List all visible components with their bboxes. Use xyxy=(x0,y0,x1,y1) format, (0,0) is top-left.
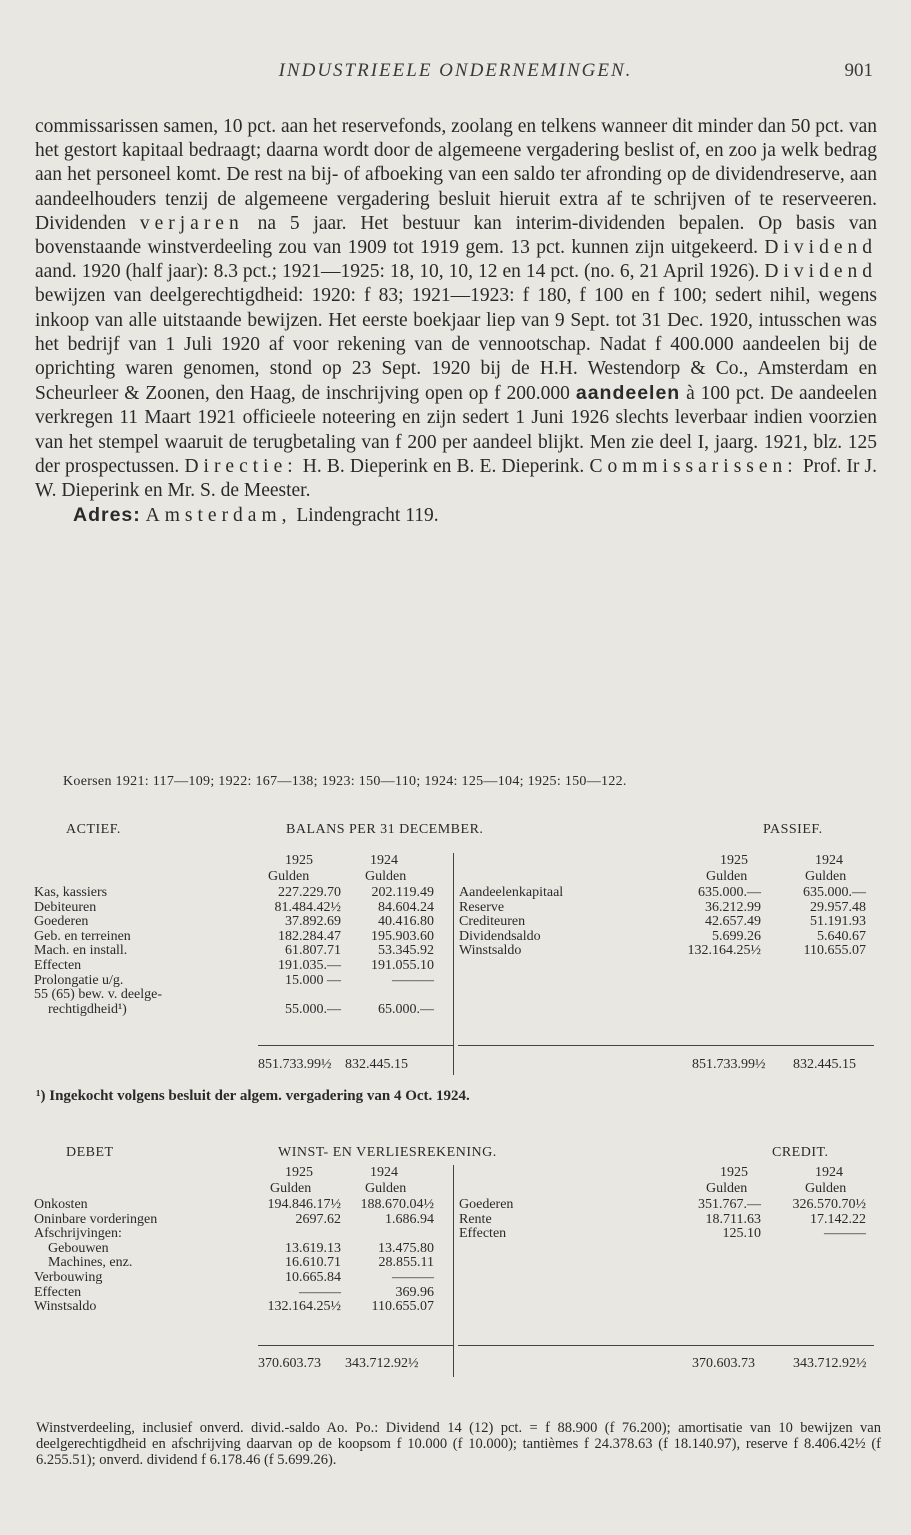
balans-right-year-1925: 1925 xyxy=(720,853,748,868)
actief-value-1925: 61.807.71 xyxy=(285,943,341,959)
winstverdeeling-text: Winstverdeeling, inclusief onverd. divid.-saldo Ao. Po.: Dividend 14 (12) pct. = f 88.900 (f 76.200); amortisatie van 10 bewijzen van deelgerechtigdheid en afschrijving daarvan op de koopsom f 10.000 (f 10.000); tantièmes f 24.378.63 (f 18.140.97), reserve f 8.406.42½ (f 6.255.51); onverd. dividend f 6.178.46 (f 5.699.26). xyxy=(36,1420,881,1468)
balans-right-unit-1925: Gulden xyxy=(706,869,748,884)
actief-label: Prolongatie u/g. xyxy=(34,972,124,988)
balans-left-year-1924: 1924 xyxy=(370,853,398,868)
actief-row xyxy=(34,915,444,930)
debet-row xyxy=(34,1286,444,1301)
debet-row xyxy=(34,1198,444,1213)
passief-label: Reserve xyxy=(459,899,505,915)
wv-left-unit-1925: Gulden xyxy=(270,1181,312,1196)
actief-value-1924: 195.903.60 xyxy=(371,928,434,944)
debet-row xyxy=(34,1300,444,1315)
passief-label: Dividendsaldo xyxy=(459,928,541,944)
credit-value-1925: 125.10 xyxy=(722,1226,761,1242)
passief-value-1924: 5.640.67 xyxy=(817,928,866,944)
passief-value-1924: 635.000.— xyxy=(803,885,866,900)
credit-row xyxy=(459,1227,874,1242)
actief-row xyxy=(34,944,444,959)
body-text-5: à 100 pct. De aandeelen verkregen 11 Maart 1921 officieele noteering en zijn sedert 1 Juni 1926 slechts leverbaar indien voorzien van het stempel waaruit de terugbetaling van f 200 per aandeel blijkt. Men zie deel I, jaarg. 1921, blz. 125 der prospectussen. xyxy=(35,383,877,477)
passief-value-1924: 29.957.48 xyxy=(810,899,866,915)
actief-total-1925: 851.733.99½ xyxy=(258,1057,332,1072)
debet-label: Winstsaldo xyxy=(34,1299,97,1315)
wv-right-year-1924: 1924 xyxy=(815,1165,843,1180)
actief-table xyxy=(34,886,444,1017)
balans-title: BALANS PER 31 DECEMBER. xyxy=(286,822,484,837)
debet-row xyxy=(34,1242,444,1257)
wv-title: WINST- EN VERLIESREKENING. xyxy=(278,1145,497,1160)
actief-value-1924: 53.345.92 xyxy=(378,943,434,959)
passief-row xyxy=(459,930,874,945)
actief-label: 55 (65) bew. v. deelge- xyxy=(34,987,163,1003)
passief-label: Crediteuren xyxy=(459,914,526,930)
debet-total-rule xyxy=(258,1345,454,1346)
credit-label: Rente xyxy=(459,1211,492,1227)
actief-row xyxy=(34,901,444,916)
wv-left-year-1925: 1925 xyxy=(285,1165,313,1180)
debet-value-1925: 2697.62 xyxy=(295,1211,341,1227)
actief-title: ACTIEF. xyxy=(66,822,121,837)
debet-label: Afschrijvingen: xyxy=(34,1226,122,1242)
passief-value-1924: 51.191.93 xyxy=(810,914,866,930)
actief-label: Mach. en install. xyxy=(34,943,128,959)
passief-total-rule xyxy=(458,1045,874,1046)
credit-label: Goederen xyxy=(459,1197,514,1212)
actief-row xyxy=(34,959,444,974)
debet-value-1925: 10.665.84 xyxy=(285,1269,341,1285)
credit-title: CREDIT. xyxy=(772,1145,829,1160)
actief-row xyxy=(34,974,444,989)
actief-label: rechtigdheid¹) xyxy=(48,1001,127,1017)
credit-label: Effecten xyxy=(459,1226,507,1242)
passief-value-1925: 635.000.— xyxy=(698,885,761,900)
credit-value-1924: 17.142.22 xyxy=(810,1211,866,1227)
actief-value-1925: 15.000 — xyxy=(285,972,341,988)
actief-row xyxy=(34,988,444,1003)
balans-footnote: ¹) Ingekocht volgens besluit der algem. vergadering van 4 Oct. 1924. xyxy=(36,1088,470,1104)
credit-row xyxy=(459,1213,874,1228)
passief-row xyxy=(459,944,874,959)
credit-row xyxy=(459,1198,874,1213)
wv-left-year-1924: 1924 xyxy=(370,1165,398,1180)
debet-total-1924: 343.712.92½ xyxy=(345,1356,419,1371)
balans-left-year-1925: 1925 xyxy=(285,853,313,868)
debet-total-1925: 370.603.73 xyxy=(258,1356,321,1371)
passief-value-1925: 132.164.25½ xyxy=(687,943,761,959)
debet-row xyxy=(34,1213,444,1228)
passief-label: Winstsaldo xyxy=(459,943,522,959)
debet-label: Verbouwing xyxy=(34,1269,103,1285)
adres-street: Lindengracht 119. xyxy=(291,505,439,527)
debet-title: DEBET xyxy=(66,1145,114,1160)
aandeelen-bold: aandeelen xyxy=(575,382,681,405)
actief-label: Effecten xyxy=(34,957,82,973)
running-header xyxy=(0,60,911,90)
passief-total-1924: 832.445.15 xyxy=(793,1057,856,1072)
credit-value-1924: 326.570.70½ xyxy=(792,1197,866,1212)
debet-value-1925: ——— xyxy=(299,1284,341,1300)
actief-value-1925: 37.892.69 xyxy=(285,914,341,930)
debet-value-1924: 188.670.04½ xyxy=(360,1197,434,1212)
debet-label: Machines, enz. xyxy=(48,1255,133,1271)
balans-left-unit-1924: Gulden xyxy=(365,869,407,884)
debet-value-1925: 132.164.25½ xyxy=(267,1299,341,1315)
dividend-heading-2: Dividend xyxy=(764,261,877,283)
debet-value-1925: 16.610.71 xyxy=(285,1255,341,1271)
debet-value-1924: 13.475.80 xyxy=(378,1240,434,1256)
actief-label: Debiteuren xyxy=(34,899,97,915)
passief-total-1925: 851.733.99½ xyxy=(692,1057,766,1072)
passief-value-1925: 42.657.49 xyxy=(705,914,761,930)
body-text-6: H. B. Dieperink en B. E. Dieperink. xyxy=(297,455,590,477)
passief-title: PASSIEF. xyxy=(763,822,823,837)
balans-right-unit-1924: Gulden xyxy=(805,869,847,884)
debet-table xyxy=(34,1198,444,1315)
debet-row xyxy=(34,1271,444,1286)
body-paragraph xyxy=(35,115,877,528)
passief-value-1924: 110.655.07 xyxy=(803,943,866,959)
adres-label: Adres: xyxy=(73,504,141,527)
passief-row xyxy=(459,901,874,916)
actief-value-1925: 182.284.47 xyxy=(278,928,341,944)
koersen-line: Koersen 1921: 117—109; 1922: 167—138; 1923: 150—110; 1924: 125—104; 1925: 150—122. xyxy=(63,774,627,789)
commissarissen-label: Commissarissen: xyxy=(589,455,798,477)
actief-label: Goederen xyxy=(34,914,89,930)
actief-row xyxy=(34,886,444,901)
dividend-heading-1: Dividend xyxy=(764,237,877,259)
passief-value-1925: 36.212.99 xyxy=(705,899,761,915)
balans-left-unit-1925: Gulden xyxy=(268,869,310,884)
debet-row xyxy=(34,1256,444,1271)
actief-row xyxy=(34,930,444,945)
actief-value-1924: 65.000.— xyxy=(378,1001,434,1017)
directie-label: Directie: xyxy=(184,455,298,477)
debet-label: Onkosten xyxy=(34,1197,88,1212)
actief-value-1924: 202.119.49 xyxy=(371,885,434,900)
passief-value-1925: 5.699.26 xyxy=(712,928,761,944)
credit-value-1925: 351.767.— xyxy=(698,1197,761,1212)
winstverdeeling-paragraph xyxy=(36,1420,881,1468)
body-text-3: aand. 1920 (half jaar): 8.3 pct.; 1921—1925: 18, 10, 10, 12 en 14 pct. (no. 6, 21 April 1926). xyxy=(35,261,765,283)
actief-label: Geb. en terreinen xyxy=(34,928,131,944)
actief-value-1925: 81.484.42½ xyxy=(274,899,341,915)
wv-left-unit-1924: Gulden xyxy=(365,1181,407,1196)
actief-row xyxy=(34,1003,444,1018)
debet-label: Gebouwen xyxy=(48,1240,109,1256)
credit-value-1925: 18.711.63 xyxy=(705,1211,761,1227)
credit-table xyxy=(459,1198,874,1242)
actief-value-1924: 191.055.10 xyxy=(371,957,434,973)
actief-total-1924: 832.445.15 xyxy=(345,1057,408,1072)
passief-row xyxy=(459,915,874,930)
debet-value-1924: ——— xyxy=(392,1269,434,1285)
wv-right-unit-1925: Gulden xyxy=(706,1181,748,1196)
actief-total-rule xyxy=(258,1045,454,1046)
adres-city: Amsterdam, xyxy=(145,505,292,527)
running-title: INDUSTRIEELE ONDERNEMINGEN. xyxy=(278,60,633,81)
debet-label: Effecten xyxy=(34,1284,82,1300)
body-text-4: bewijzen van deelgerechtigdheid: 1920: f 83; 1921—1923: f 180, f 100 en f 100; sedert nihil, wegens inkoop van alle uitstaande bewijzen. Het eerste boekjaar liep van 9 Sept. tot 31 Dec. 1920, intusschen was het bedrijf van 1 Juli 1920 af voor rekening van de vennootschap. Nadat f 400.000 aandeelen bij de oprichting waren genomen, stond op 23 Sept. 1920 bij de H.H. Westendorp & Co., Amsterdam en Scheurleer & Zoonen, den Haag, de inschrijving open op f 200.000 xyxy=(35,285,877,405)
body-text-7: Prof. Ir J. W. Dieperink en Mr. S. de Meester. xyxy=(35,455,878,502)
actief-value-1924: ——— xyxy=(392,972,434,988)
actief-value-1925: 227.229.70 xyxy=(278,885,341,900)
credit-value-1924: ——— xyxy=(824,1226,866,1242)
actief-value-1924: 84.604.24 xyxy=(378,899,434,915)
balans-right-year-1924: 1924 xyxy=(815,853,843,868)
body-text-1: commissarissen samen, 10 pct. aan het reservefonds, zoolang en telkens wanneer dit minder dan 50 pct. van het gestort kapitaal bedraagt; daarna wordt door de algemeene vergadering beslist of, en zoo ja welk bedrag aan het personeel komt. De rest na bij- of afboeking van een saldo ter afronding op de dividendreserve, aan aandeelhouders tenzij de algemeene vergadering besluit hieruit extra af te schrijven of te reserveeren. Dividenden xyxy=(35,116,877,234)
wv-right-unit-1924: Gulden xyxy=(805,1181,847,1196)
actief-value-1924: 40.416.80 xyxy=(378,914,434,930)
credit-total-1925: 370.603.73 xyxy=(692,1356,755,1371)
actief-value-1925: 55.000.— xyxy=(285,1001,341,1017)
debet-value-1924: 369.96 xyxy=(395,1284,434,1300)
debet-value-1925: 194.846.17½ xyxy=(267,1197,341,1212)
page-number: 901 xyxy=(844,60,873,81)
passief-table xyxy=(459,886,874,959)
credit-total-1924: 343.712.92½ xyxy=(793,1356,867,1371)
debet-value-1924: 110.655.07 xyxy=(371,1299,434,1315)
passief-label: Aandeelenkapitaal xyxy=(459,885,564,900)
body-text-2: na 5 jaar. Het bestuur kan interim-dividenden bepalen. Op basis van bovenstaande winstverdeeling zou van 1909 tot 1919 gem. 13 pct. kunnen zijn uitgekeerd. xyxy=(35,212,877,259)
debet-label: Oninbare vorderingen xyxy=(34,1211,158,1227)
debet-value-1924: 28.855.11 xyxy=(378,1255,434,1271)
passief-row xyxy=(459,886,874,901)
balans-divider xyxy=(453,853,454,1075)
debet-row xyxy=(34,1227,444,1242)
debet-value-1925: 13.619.13 xyxy=(285,1240,341,1256)
credit-total-rule xyxy=(458,1345,874,1346)
verjaren-spaced: verjaren xyxy=(139,212,244,234)
actief-value-1925: 191.035.— xyxy=(278,957,341,973)
debet-value-1924: 1.686.94 xyxy=(385,1211,434,1227)
actief-label: Kas, kassiers xyxy=(34,885,108,900)
wv-right-year-1925: 1925 xyxy=(720,1165,748,1180)
